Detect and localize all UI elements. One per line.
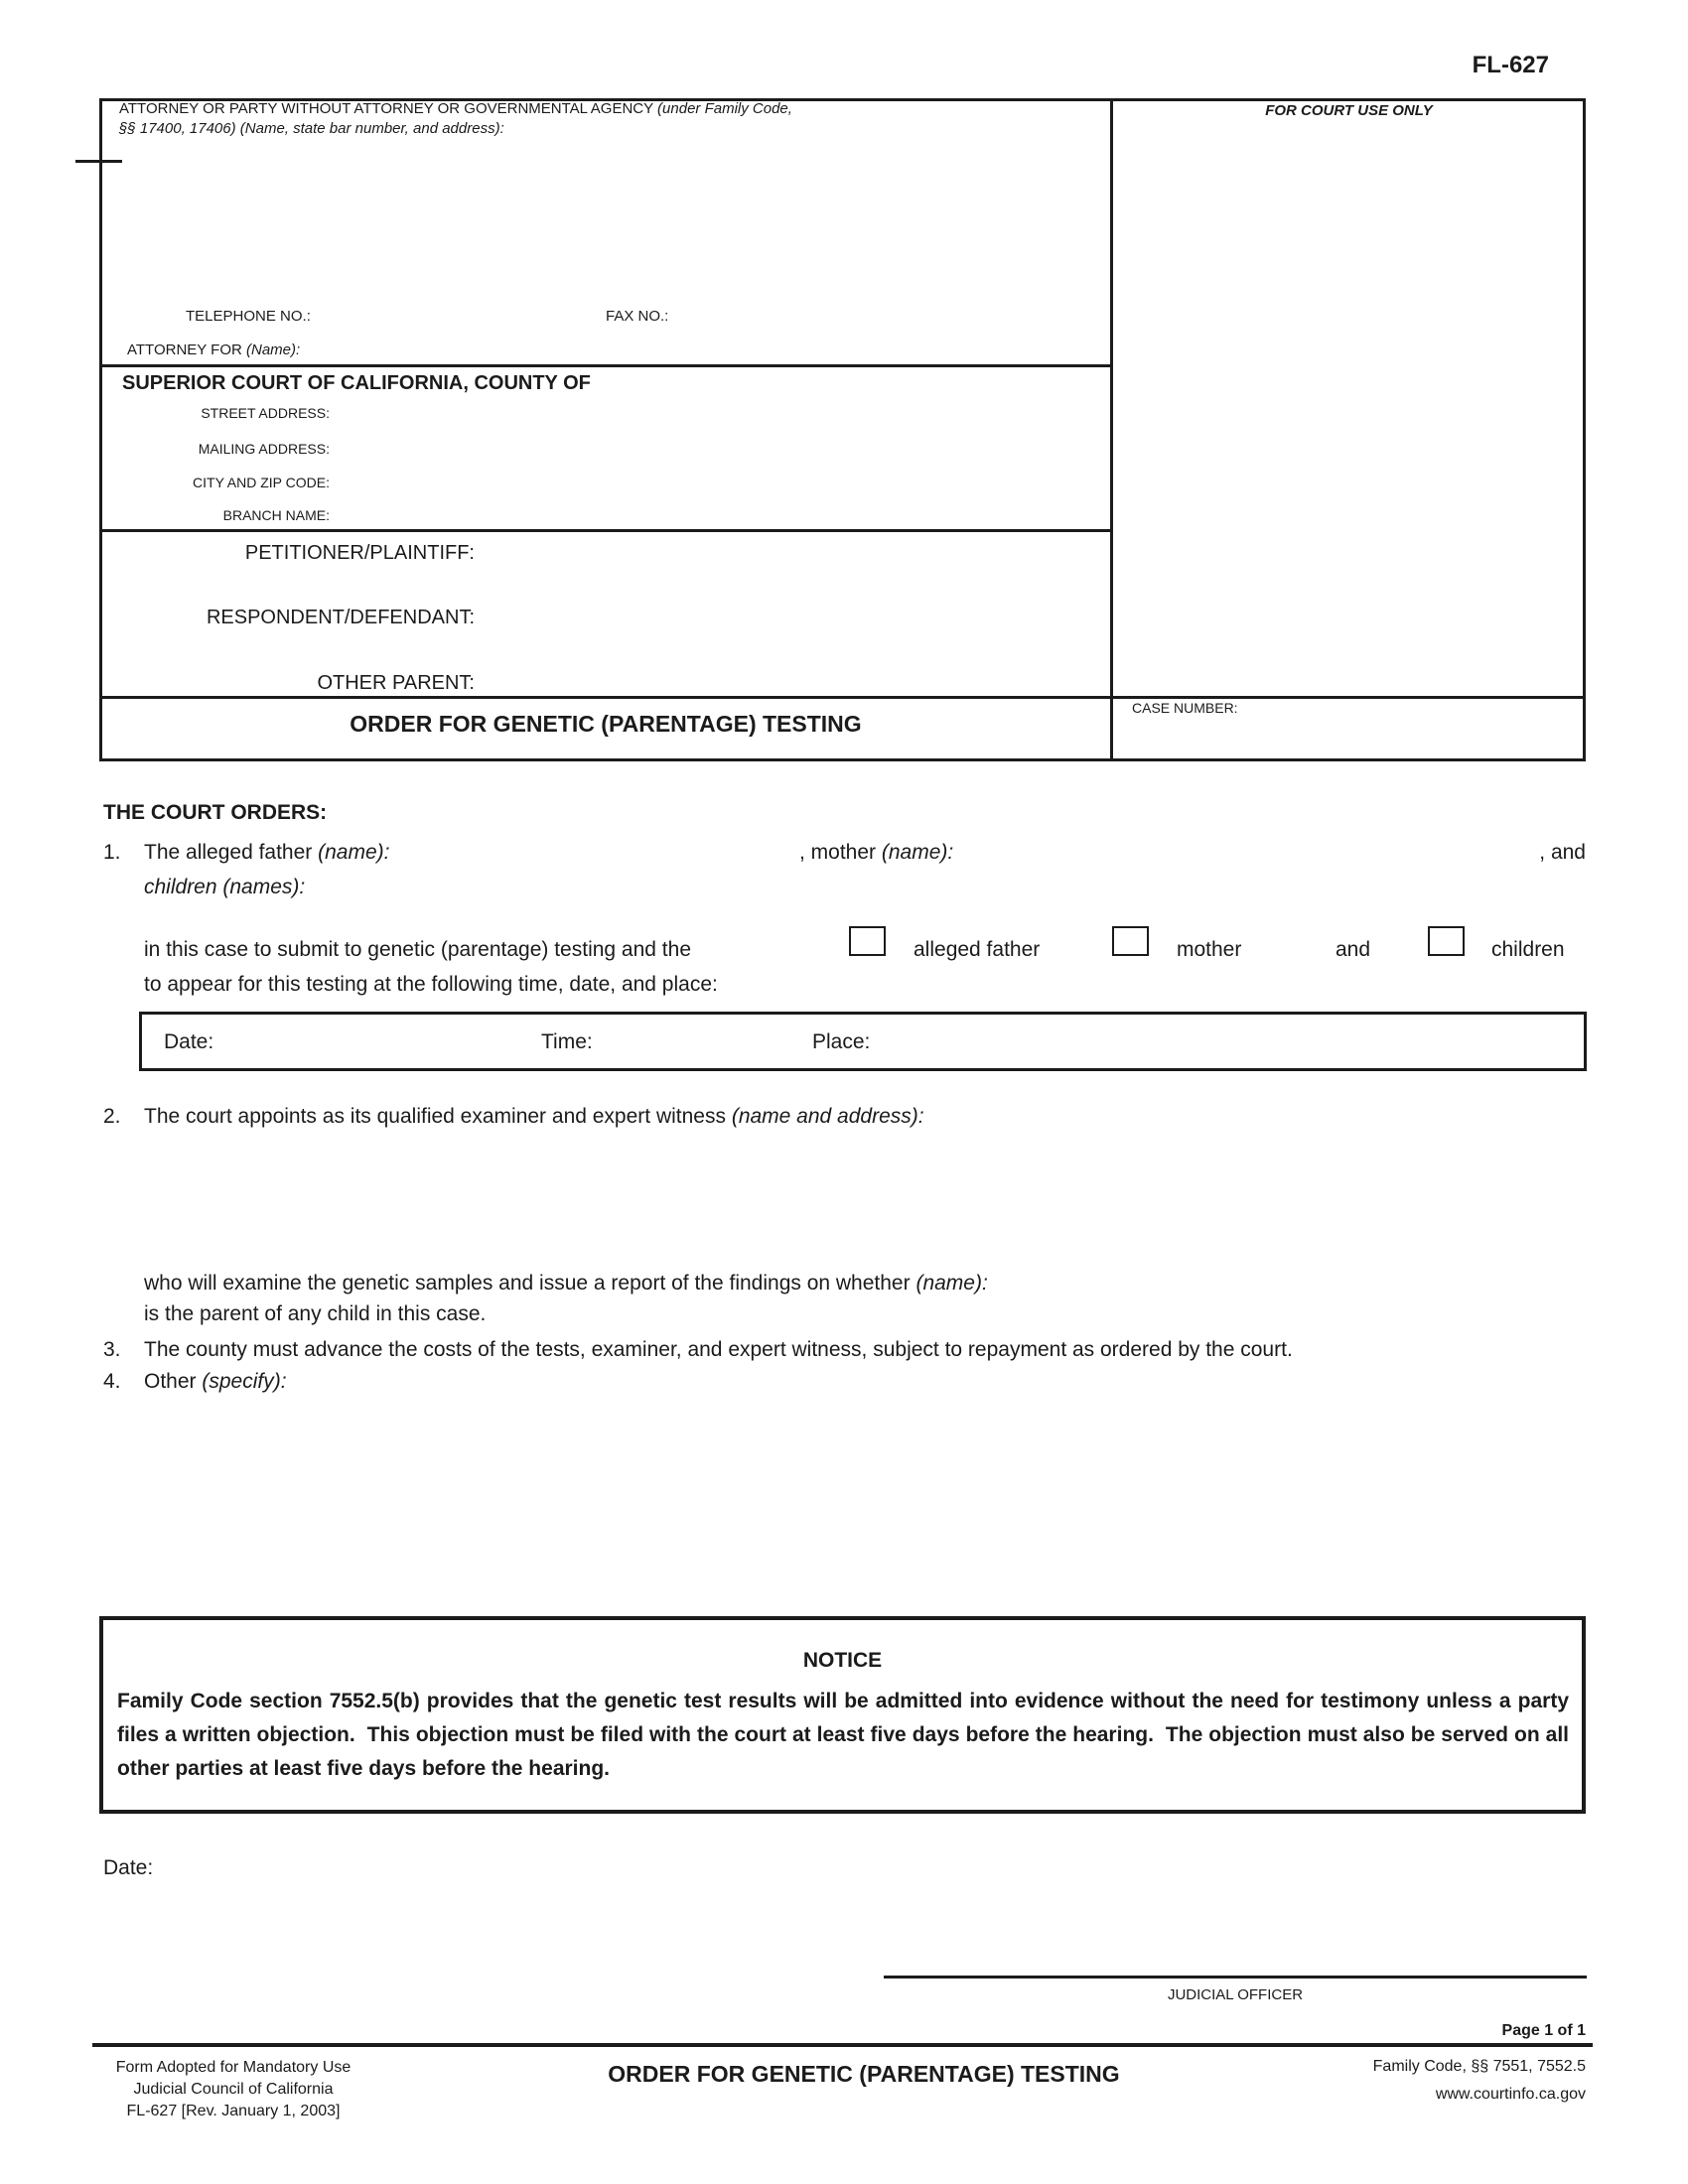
order-1-father-label [144,840,389,865]
schedule-place-label: Place: [812,1030,871,1053]
footer-adoption-line3: FL-627 [Rev. January 1, 2003] [126,2103,341,2119]
judicial-officer-label: JUDICIAL OFFICER [1167,1986,1304,2003]
footer-title: ORDER FOR GENETIC (PARENTAGE) TESTING [608,2061,1120,2087]
other-parent-writein[interactable] [487,667,1097,695]
telephone-writein[interactable] [338,303,576,331]
footer-adoption-line2: Judicial Council of California [133,2081,334,2098]
signature-line [884,1976,1587,1979]
court-use-only-label: FOR COURT USE ONLY [1265,102,1433,119]
checkbox-children-label: children [1491,938,1565,961]
order-1-mother-name-hint: (name): [881,841,954,864]
attorney-info-writein[interactable] [117,144,1100,298]
court-orders-heading: THE COURT ORDERS: [103,801,328,824]
attorney-box-label-line2: §§ 17400, 17406) (Name, state bar number, and address): [119,120,504,137]
telephone-label: TELEPHONE NO.: [186,308,311,325]
checkbox-mother-label: mother [1177,938,1242,961]
street-address-writein[interactable] [343,401,1097,427]
form-number: FL-627 [1472,52,1549,78]
petitioner-label: PETITIONER/PLAINTIFF: [244,542,475,564]
other-parent-label: OTHER PARENT: [317,672,475,694]
whether-name-writein[interactable] [1102,1267,1579,1297]
footer-adoption-line1: Form Adopted for Mandatory Use [115,2059,352,2076]
other-specify-writein[interactable] [144,1400,1574,1598]
order-2-who-text [144,1271,988,1296]
checkbox-mother[interactable] [1112,926,1149,956]
schedule-date-label: Date: [164,1030,214,1053]
attorney-box-label-italic: (under Family Code, [657,100,792,117]
notice-heading: NOTICE [802,1649,883,1672]
order-4-number: 4. [103,1370,121,1393]
order-4-italic: (specify): [202,1370,287,1393]
mailing-address-writein[interactable] [343,437,1097,463]
order-2-number: 2. [103,1105,121,1128]
attorney-box-label-line1 [119,100,792,118]
respondent-writein[interactable] [487,602,1097,631]
respondent-label: RESPONDENT/DEFENDANT: [206,607,475,628]
order-2-parent-text: is the parent of any child in this case. [144,1302,487,1325]
schedule-date-writein[interactable] [228,1023,526,1064]
order-2-who-italic: (name): [915,1272,988,1295]
superior-court-title: SUPERIOR COURT OF CALIFORNIA, COUNTY OF [122,372,591,394]
page-indicator: Page 1 of 1 [1501,2022,1586,2039]
attorney-for-label [127,341,300,359]
case-number-writein[interactable] [1122,721,1574,756]
title-row-divider [99,696,1586,699]
city-zip-writein[interactable] [343,471,1097,496]
footer-rule [92,2043,1593,2047]
branch-name-label: BRANCH NAME: [222,507,330,523]
county-writein[interactable] [645,369,1102,397]
branch-name-writein[interactable] [343,503,1097,527]
attorney-box-label-roman: ATTORNEY OR PARTY WITHOUT ATTORNEY OR GOVERNMENTAL AGENCY [119,100,658,117]
street-address-label: STREET ADDRESS: [201,405,330,421]
mother-name-writein[interactable] [993,836,1435,866]
father-name-writein[interactable] [447,836,784,866]
fax-writein[interactable] [685,303,983,331]
checkbox-children[interactable] [1428,926,1465,956]
order-1-submit-text: in this case to submit to genetic (parentage) testing and the [144,938,691,961]
order-2-who-roman: who will examine the genetic samples and issue a report of the findings on whether [144,1272,916,1295]
footer-adoption-block [104,2057,362,2122]
schedule-time-label: Time: [541,1030,593,1053]
order-2-roman: The court appoints as its qualified examiner and expert witness [144,1105,732,1128]
signature-date-label: Date: [103,1856,154,1879]
schedule-place-writein[interactable] [889,1023,1574,1064]
fax-label: FAX NO.: [606,308,669,325]
order-2-text [144,1104,924,1129]
header-column-divider [1110,98,1113,761]
signature-date-writein[interactable] [179,1851,496,1881]
order-3-text: The county must advance the costs of the tests, examiner, and expert witness, subject to repayment as ordered by the court. [144,1338,1293,1361]
fold-mark [75,160,122,163]
order-2-italic: (name and address): [731,1105,924,1128]
attorney-box-divider [99,364,1112,367]
attorney-for-roman: ATTORNEY FOR [127,341,247,358]
city-zip-label: CITY AND ZIP CODE: [193,475,330,490]
judicial-officer-signature-writein[interactable] [884,1921,1587,1971]
notice-body: Family Code section 7552.5(b) provides that the genetic test results will be admitted into evidence without the need for testimony unless a party files a written objection. This objection must be filed with the court at least five days before the hearing. The objection must also be served on all other parties at least five days before the hearing. [117,1690,1575,1780]
examiner-writein[interactable] [144,1137,1574,1261]
order-4-roman: Other [144,1370,203,1393]
order-3-number: 3. [103,1338,121,1361]
order-4-text [144,1369,287,1394]
checkbox-alleged-father-label: alleged father [914,938,1041,961]
checkbox-alleged-father[interactable] [849,926,886,956]
order-1-children-label: children (names): [144,876,306,898]
order-1-mother-label [799,840,953,865]
order-1-mother-text: , mother [799,841,882,864]
case-number-label: CASE NUMBER: [1132,700,1238,716]
attorney-for-italic: (Name): [246,341,301,358]
order-1-number: 1. [103,841,121,864]
children-names-writein[interactable] [343,871,1579,900]
schedule-time-writein[interactable] [611,1023,799,1064]
attorney-for-writein[interactable] [328,338,1092,363]
order-1-father-name-hint: (name): [318,841,390,864]
court-use-area[interactable] [1117,129,1579,690]
footer-family-code-ref: Family Code, §§ 7551, 7552.5 [1372,2058,1586,2075]
order-1-father-text: The alleged father [144,841,319,864]
petitioner-writein[interactable] [487,537,1097,567]
court-box-divider [99,529,1112,532]
mailing-address-label: MAILING ADDRESS: [198,441,330,457]
order-1-and-text: , and [1539,841,1586,864]
order-1-appear-text: to appear for this testing at the following time, date, and place: [144,973,718,996]
footer-website: www.courtinfo.ca.gov [1435,2086,1586,2103]
form-title: ORDER FOR GENETIC (PARENTAGE) TESTING [350,711,862,737]
order-1-and-connector: and [1336,938,1371,961]
